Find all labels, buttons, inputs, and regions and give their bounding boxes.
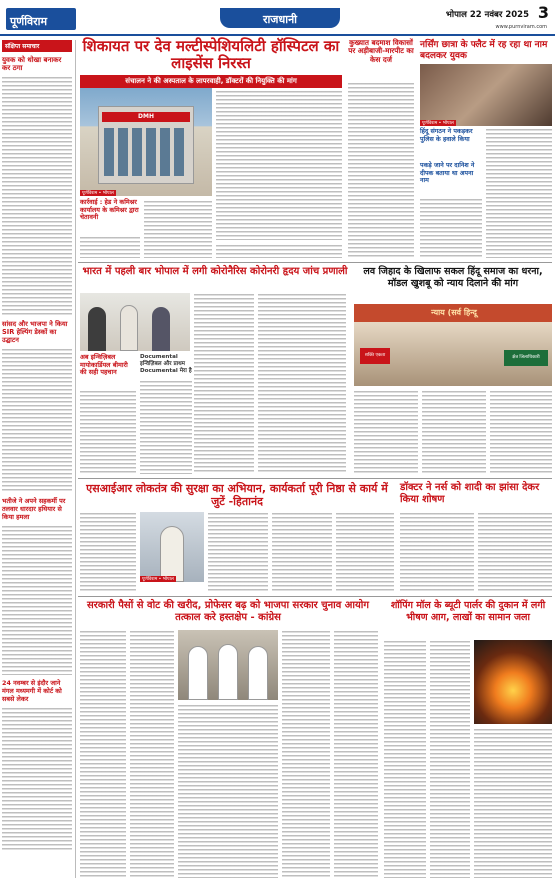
logo-text: पूर्णविराम [10,15,48,28]
brief-body-3 [2,525,72,675]
corneas-subhead-2: Documental इन्विज़िबल और प्राथम Documental मेरा है [140,354,192,374]
lead-subhead: संचालन ने की अस्पताल के लापरवाही, डॉक्टरों की नियुक्ति की मांग [80,75,342,88]
date-line: भोपाल 22 नवंबर 2025 [445,10,529,20]
nursing-headline: नर्सिंग छात्रा के फ्लैट में रह रहा था नाम बदलकर युवक [420,40,548,61]
speaker-figure [160,526,184,582]
lead-sidebar-body [80,236,140,258]
mall-body-1 [384,640,426,878]
mall-headline: शॉपिंग मॉल के ब्यूटी पार्लर की दुकान में लगी भीषण आग, लाखों का सामान जला [390,600,546,623]
sir-photo [140,512,204,582]
lead-body-col3 [216,244,342,258]
brief-body-1 [2,76,72,316]
doctor-body-2 [478,512,552,592]
nursing-body-1 [420,198,482,258]
person-figure [88,307,106,351]
congress-headline: सरकारी पैसों से वोट की खरीद, प्रोफेसर बढ़ को भाजपा सरकार चुनाव आयोग तत्काल करे हस्तक्षेप - कांग्रेस [86,600,370,623]
doctor-headline: डॉक्टर ने नर्स को शादी का झांसा देकर किया शोषण [400,482,540,505]
corneas-body-4 [140,380,192,474]
mall-body-3 [474,728,552,878]
corneas-body-1 [194,293,254,473]
nursing-body-2 [486,128,552,258]
nursing-bullet-1: हिंदू संगठन ने पकड़कर पुलिस के हवाले किया [420,128,473,143]
sir-body-3 [272,512,332,592]
lead-body-col2 [144,200,212,258]
placard-right: क्षेत्र जिलाधिकारी [504,350,548,366]
person-figure [248,646,268,700]
jihad-headline: लव जिहाद के खिलाफ सकल हिंदू समाज का धरना, मॉडल खुशबू को न्याय दिलाने की मांग [363,266,543,289]
person-figure [120,305,138,351]
sir-body-1 [80,512,136,592]
doctor-body-1 [400,512,474,592]
sir-body-4 [336,512,394,592]
brief-headline-4: 24 नवम्बर से इंदौर जाने मंगल मध्यमगी में कोर्ट को सबसे लेकर [2,679,62,703]
section-banner [220,8,340,28]
congress-photo [178,630,278,700]
brief-body-4 [2,707,72,852]
sir-photo-caption: पूर्णविराम • भोपाल [142,577,174,582]
nursing-photo [420,64,552,126]
lead-photo [80,88,212,196]
lead-photo-caption: पूर्णविराम • भोपाल [82,191,114,196]
column-divider [75,40,76,878]
congress-body-4 [282,630,330,878]
masthead-logo [6,8,76,30]
left-column [2,40,72,878]
brief-body-2 [2,348,72,493]
hospital-sign: DMH [102,112,190,122]
brief-headline-1: युवक को धोखा बनाकर कर ठगा [2,56,62,72]
sir-body-2 [208,512,268,592]
person-figure [152,307,170,351]
hospital-windows [104,128,188,176]
placard-left: शक्ति एकता [360,348,390,364]
lead-headline: शिकायत पर देव मल्टीस्पेशियलिटी हॉस्पिटल का लाइसेंस निरस्त [82,37,340,72]
corneas-headline: भारत में पहली बार भोपाल में लगी कोरोनैरिस कोरोनरी हृदय जांच प्रणाली [82,266,348,277]
lead-body-right [216,90,342,240]
left-column-header: संक्षिप्त समाचार [2,40,72,52]
corneas-body-3 [80,390,136,474]
person-figure [188,646,208,700]
corneas-body-2 [258,293,346,473]
congress-body-1 [80,630,126,878]
brief-headline-3: भतीजे ने अपने सहकर्मी पर तलवार धारदार हथियार से किया हमला [2,497,66,521]
kidnap-headline: कुख्यात बदमाश विकासों पर अड़ीबाजी-मारपीट का केस दर्ज [348,38,414,64]
jihad-body-3 [490,390,552,474]
masthead [0,0,555,36]
lead-sidebar-headline: कार्रवाई : हेड ने कमिश्नर कार्यालय के कमिश्नर द्वारा चेतावनी [80,198,139,222]
section-title: राजधानी [262,13,298,26]
website: www.purnviram.com [495,24,547,30]
jihad-photo [354,304,552,386]
corneas-subhead-1: अब इन्विज़िबल मायोकार्डियल बीमारी की सही पहचान [80,353,128,377]
congress-body-5 [334,630,378,878]
page-number: 3 [537,3,549,22]
mall-body-2 [430,640,470,878]
congress-body-3 [178,704,278,878]
row-divider-1 [78,262,552,263]
protest-banner: न्याय (सर्व हिन्दू [431,308,477,317]
sir-headline: एसआईआर लोकतंत्र की सुरक्षा का अभियान, कार्यकर्ता पूरी निष्ठा से कार्य में जुटें -हितानंद [86,482,388,508]
person-figure [218,644,238,700]
corneas-photo [80,293,190,351]
kidnap-body [348,82,414,258]
nursing-bullet-2: पकड़े जाने पर दानिश ने दीपक बताया था अपना नाम [420,162,475,185]
nursing-photo-caption: पूर्णविराम • भोपाल [422,121,454,126]
jihad-body-2 [422,390,486,474]
row-divider-3 [78,596,552,597]
row-divider-2 [78,478,552,479]
mall-photo [474,640,552,724]
brief-headline-2: सांसद और भाजपा ने किया SIR हेल्पिंग डेस्कों का उद्घाटन [2,320,68,344]
congress-body-2 [130,630,174,878]
jihad-body-1 [354,390,418,474]
